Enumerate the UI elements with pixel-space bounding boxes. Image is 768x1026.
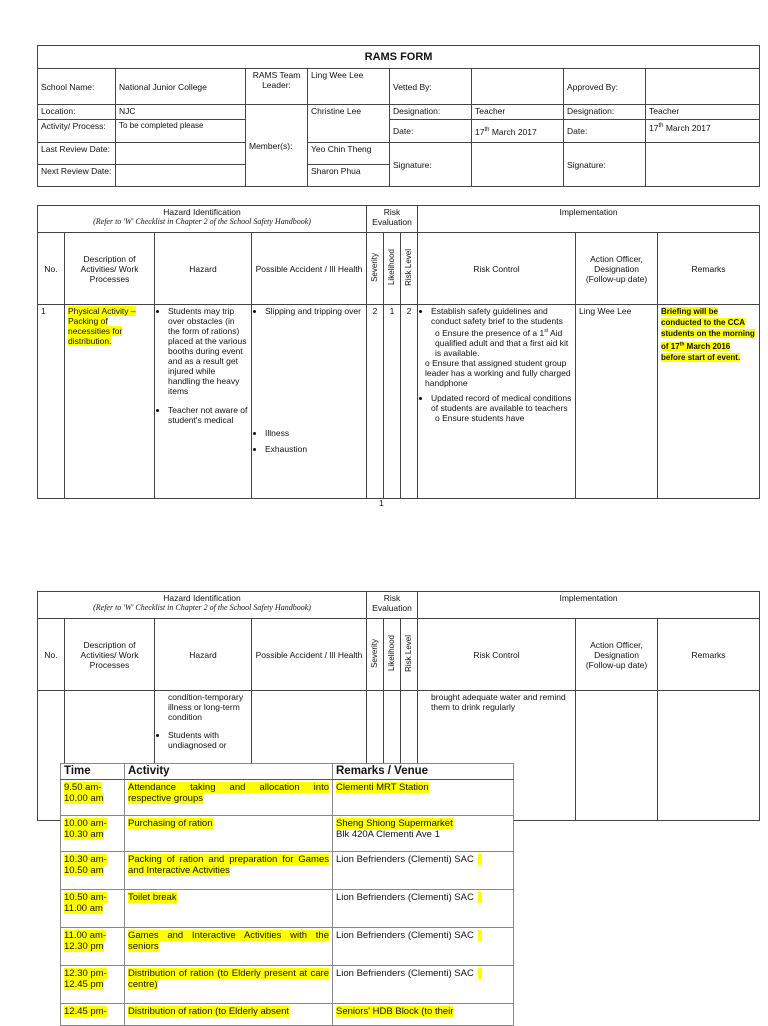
schedule-time: 12.45 pm-: [61, 1004, 125, 1026]
row1-likelihood: 1: [384, 305, 401, 499]
row1-hazard: [155, 305, 252, 499]
next-review-label: Next Review Date:: [38, 165, 116, 187]
activity-value: To be completed please: [116, 120, 246, 143]
schedule-row: [61, 816, 514, 852]
implementation-heading: Implementation: [418, 206, 760, 233]
hazard-item: • Teacher not aware of student's medical: [168, 405, 248, 425]
row1-accident: [252, 305, 367, 499]
approved-by-label: Approved By:: [564, 69, 646, 105]
schedule-venue: Lion Befrienders (Clementi) SAC: [333, 852, 514, 890]
row-cont-action-officer: [576, 691, 658, 821]
schedule-activity: Packing of ration and preparation for Games and Interactive Activities: [125, 852, 333, 890]
control-item: o Ensure that assigned student group leader has a working and fully charged handphone: [425, 357, 571, 388]
date-label: Date:: [390, 120, 472, 143]
approver-signature-value: [646, 143, 760, 187]
member-2: Yeo Chin Theng: [308, 143, 390, 165]
schedule-row: [61, 890, 514, 928]
row1-risk-control: [418, 305, 576, 499]
schedule-activity: Toilet break: [125, 890, 333, 928]
next-review-value: [116, 165, 246, 187]
schedule-time: 10.30 am- 10.50 am: [61, 852, 125, 890]
schedule-time: 11.00 am- 12.30 pm: [61, 928, 125, 966]
signature-label: Signature:: [390, 143, 472, 187]
col-remarks: Remarks: [658, 619, 760, 691]
control-item: brought adequate water and remind them to drink regularly: [431, 692, 566, 712]
row1-risk-level: 2: [401, 305, 418, 499]
col-description: Description of Activities/ Work Processes: [65, 233, 155, 305]
schedule-venue: Lion Befrienders (Clementi) SAC: [333, 966, 514, 1004]
col-severity: Severity: [367, 233, 384, 305]
schedule-row: [61, 780, 514, 816]
member-3: Sharon Phua: [308, 165, 390, 187]
schedule-venue: Lion Befrienders (Clementi) SAC: [333, 928, 514, 966]
col-risk-control: Risk Control: [418, 233, 576, 305]
location-label: Location:: [38, 105, 116, 120]
schedule-activity: Attendance taking and allocation into respective groups: [125, 780, 333, 816]
date-value: 17th March 2017: [472, 120, 564, 143]
hazard-table-page1: [37, 205, 760, 499]
schedule-activity: Distribution of ration (to Elderly present at care centre): [125, 966, 333, 1004]
schedule-row: [61, 852, 514, 890]
approver-date-value: 17th March 2017: [646, 120, 760, 143]
schedule-activity: Games and Interactive Activities with the seniors: [125, 928, 333, 966]
approved-by-value: [646, 69, 760, 105]
hazard-item: • Students may trip over obstacles (in the form of rations) placed at the various booths during event and as a result get injured while handling the heavy items: [168, 306, 248, 396]
accident-item: • Exhaustion: [265, 444, 363, 454]
activity-label: Activity/ Process:: [38, 120, 116, 143]
accident-item: • Slipping and tripping over: [265, 306, 363, 316]
school-name-label: School Name:: [38, 69, 116, 105]
col-hazard: Hazard: [155, 233, 252, 305]
col-description: Description of Activities/ Work Processes: [65, 619, 155, 691]
approver-designation-value: Teacher: [646, 105, 760, 120]
hazard-identification-heading: Hazard Identification (Refer to 'W' Checklist in Chapter 2 of the School Safety Handbook): [38, 206, 367, 233]
control-subitem: o Ensure students have: [435, 412, 525, 423]
members-label: Member(s):: [246, 105, 308, 187]
risk-evaluation-heading: Risk Evaluation: [367, 206, 418, 233]
last-review-value: [116, 143, 246, 165]
row1-description: Physical Activity – Packing of necessities for distribution.: [65, 305, 155, 499]
location-value: NJC: [116, 105, 246, 120]
schedule-row: [61, 928, 514, 966]
schedule-time: 9.50 am- 10.00 am: [61, 780, 125, 816]
hazard-item: condition-temporary illness or long-term condition: [168, 692, 244, 722]
designation-label: Designation:: [390, 105, 472, 120]
member-1: Christine Lee: [308, 105, 390, 143]
rams-leader-label: RAMS Team Leader:: [246, 69, 308, 105]
hazard-identification-heading: Hazard Identification (Refer to 'W' Checklist in Chapter 2 of the School Safety Handbook): [38, 592, 367, 619]
control-item: • Updated record of medical conditions of students are available to teachers: [431, 393, 572, 413]
schedule-activity: Purchasing of ration: [125, 816, 333, 852]
col-likelihood: Likelihood: [384, 619, 401, 691]
schedule-header-activity: Activity: [125, 764, 333, 780]
schedule-header-remarks: Remarks / Venue: [333, 764, 514, 780]
col-risk-control: Risk Control: [418, 619, 576, 691]
schedule-row: [61, 1004, 514, 1026]
hazard-item: • Students with undiagnosed or: [168, 730, 248, 750]
row-cont-remarks: [658, 691, 760, 821]
col-hazard: Hazard: [155, 619, 252, 691]
signature-value: [472, 143, 564, 187]
rams-header-table: [37, 45, 760, 187]
row1-severity: 2: [367, 305, 384, 499]
schedule-venue: Seniors' HDB Block (to their: [333, 1004, 514, 1026]
col-no: No.: [38, 619, 65, 691]
vetted-by-label: Vetted By:: [390, 69, 472, 105]
col-risk-level: Risk Level: [401, 233, 418, 305]
schedule-venue: Clementi MRT Station: [333, 780, 514, 816]
accident-item: • Illness: [265, 428, 363, 438]
col-likelihood: Likelihood: [384, 233, 401, 305]
schedule-table: [60, 763, 514, 1026]
col-action-officer: Action Officer, Designation (Follow-up date): [576, 233, 658, 305]
approver-designation-label: Designation:: [564, 105, 646, 120]
form-title: RAMS FORM: [38, 46, 760, 69]
schedule-header-time: Time: [61, 764, 125, 780]
designation-value: Teacher: [472, 105, 564, 120]
col-possible-accident: Possible Accident / Ill Health: [252, 619, 367, 691]
row1-action-officer: Ling Wee Lee: [576, 305, 658, 499]
control-subitem: o Ensure the presence of a 1st Aid qualified adult and that a first aid kit is available.: [435, 327, 569, 358]
control-item: • Establish safety guidelines and conduct safety brief to the students: [431, 306, 572, 326]
schedule-row: [61, 966, 514, 1004]
risk-evaluation-heading: Risk Evaluation: [367, 592, 418, 619]
schedule-time: 10.00 am- 10.30 am: [61, 816, 125, 852]
implementation-heading: Implementation: [418, 592, 760, 619]
last-review-label: Last Review Date:: [38, 143, 116, 165]
col-possible-accident: Possible Accident / Ill Health: [252, 233, 367, 305]
approver-signature-label: Signature:: [564, 143, 646, 187]
schedule-venue: Lion Befrienders (Clementi) SAC: [333, 890, 514, 928]
rams-leader-value: Ling Wee Lee: [308, 69, 390, 105]
col-risk-level: Risk Level: [401, 619, 418, 691]
col-severity: Severity: [367, 619, 384, 691]
schedule-activity: Distribution of ration (to Elderly absent: [125, 1004, 333, 1026]
page-number: 1: [379, 498, 384, 508]
col-action-officer: Action Officer, Designation (Follow-up date): [576, 619, 658, 691]
col-no: No.: [38, 233, 65, 305]
schedule-time: 12.30 pm- 12.45 pm: [61, 966, 125, 1004]
vetted-by-value: [472, 69, 564, 105]
schedule-time: 10.50 am- 11.00 am: [61, 890, 125, 928]
row1-no: 1: [38, 305, 65, 499]
school-name-value: National Junior College: [116, 69, 246, 105]
col-remarks: Remarks: [658, 233, 760, 305]
schedule-venue: Sheng Shiong Supermarket Blk 420A Clementi Ave 1: [333, 816, 514, 852]
approver-date-label: Date:: [564, 120, 646, 143]
row1-remarks: Briefing will be conducted to the CCA students on the morning of 17th March 2016 before start of event.: [658, 305, 760, 499]
